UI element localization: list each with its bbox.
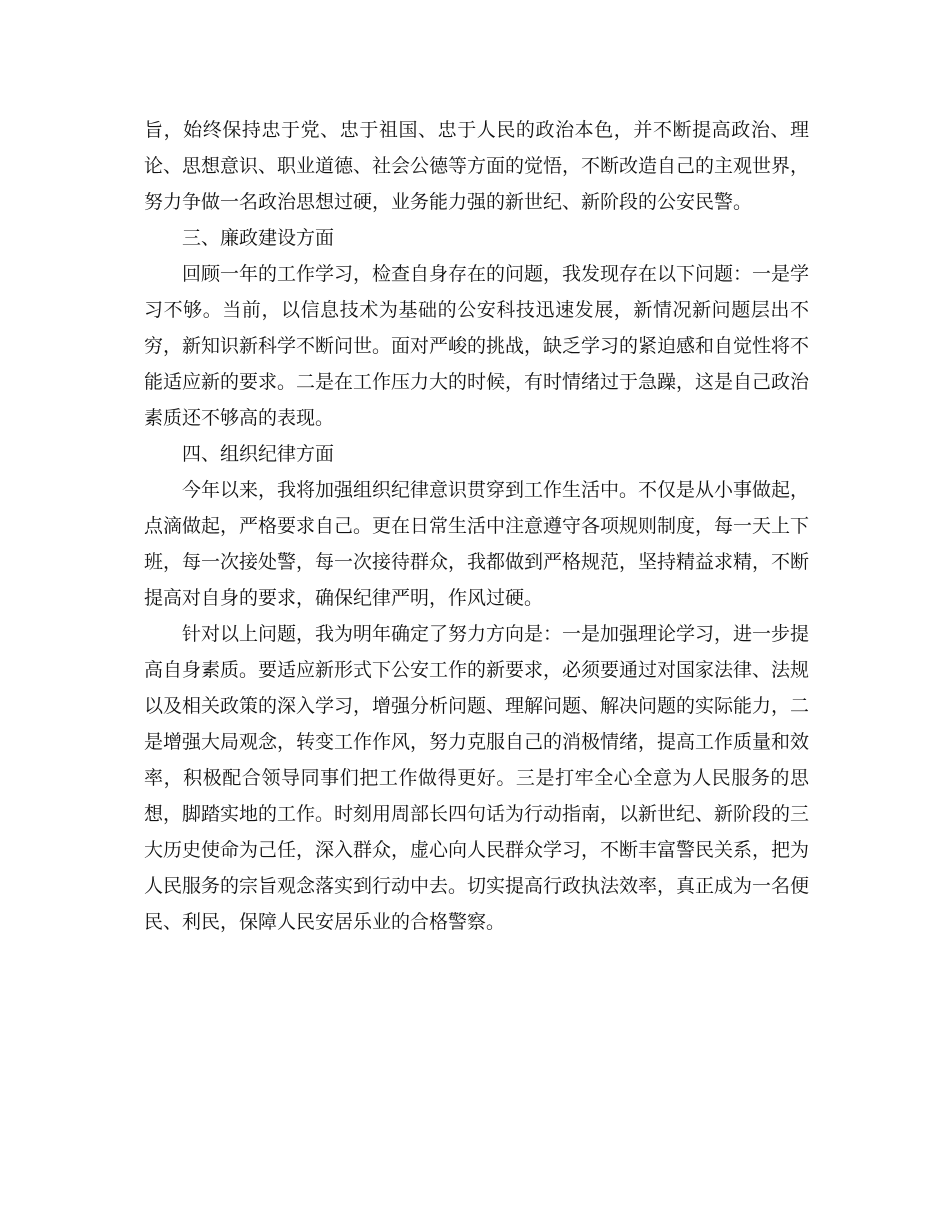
- section-heading-integrity: 三、廉政建设方面: [182, 227, 335, 249]
- document-body: [144, 112, 809, 940]
- paragraph-continuation: 旨，始终保持忠于党、忠于祖国、忠于人民的政治本色，并不断提高政治、理论、思想意识、职业道德、社会公德等方面的觉悟，不断改造自己的主观世界，努力争做一名政治思想过硬，业务能力强的新世纪、新阶段的公安民警。: [144, 119, 810, 213]
- paragraph-discipline: 今年以来，我将加强组织纪律意识贯穿到工作生活中。不仅是从小事做起，点滴做起，严格要求自己。更在日常生活中注意遵守各项规则制度，每一天上下班，每一次接处警，每一次接待群众，我都做到严格规范，坚持精益求精，不断提高对自身的要求，确保纪律严明，作风过硬。: [144, 479, 810, 609]
- paragraph-self-review: 回顾一年的工作学习，检查自身存在的问题，我发现存在以下问题：一是学习不够。当前，以信息技术为基础的公安科技迅速发展，新情况新问题层出不穷，新知识新科学不断问世。面对严峻的挑战，缺乏学习的紧迫感和自觉性将不能适应新的要求。二是在工作压力大的时候，有时情绪过于急躁，这是自己政治素质还不够高的表现。: [144, 263, 810, 429]
- paragraph-next-year-goals: 针对以上问题，我为明年确定了努力方向是：一是加强理论学习，进一步提高自身素质。要适应新形式下公安工作的新要求，必须要通过对国家法律、法规以及相关政策的深入学习，增强分析问题、理解问题、解决问题的实际能力，二是增强大局观念，转变工作作风，努力克服自己的消极情绪，提高工作质量和效率，积极配合领导同事们把工作做得更好。三是打牢全心全意为人民服务的思想，脚踏实地的工作。时刻用周部长四句话为行动指南，以新世纪、新阶段的三大历史使命为己任，深入群众，虚心向人民群众学习，不断丰富警民关系，把为人民服务的宗旨观念落实到行动中去。切实提高行政执法效率，真正成为一名便民、利民，保障人民安居乐业的合格警察。: [144, 623, 810, 933]
- section-heading-discipline: 四、组织纪律方面: [182, 443, 335, 465]
